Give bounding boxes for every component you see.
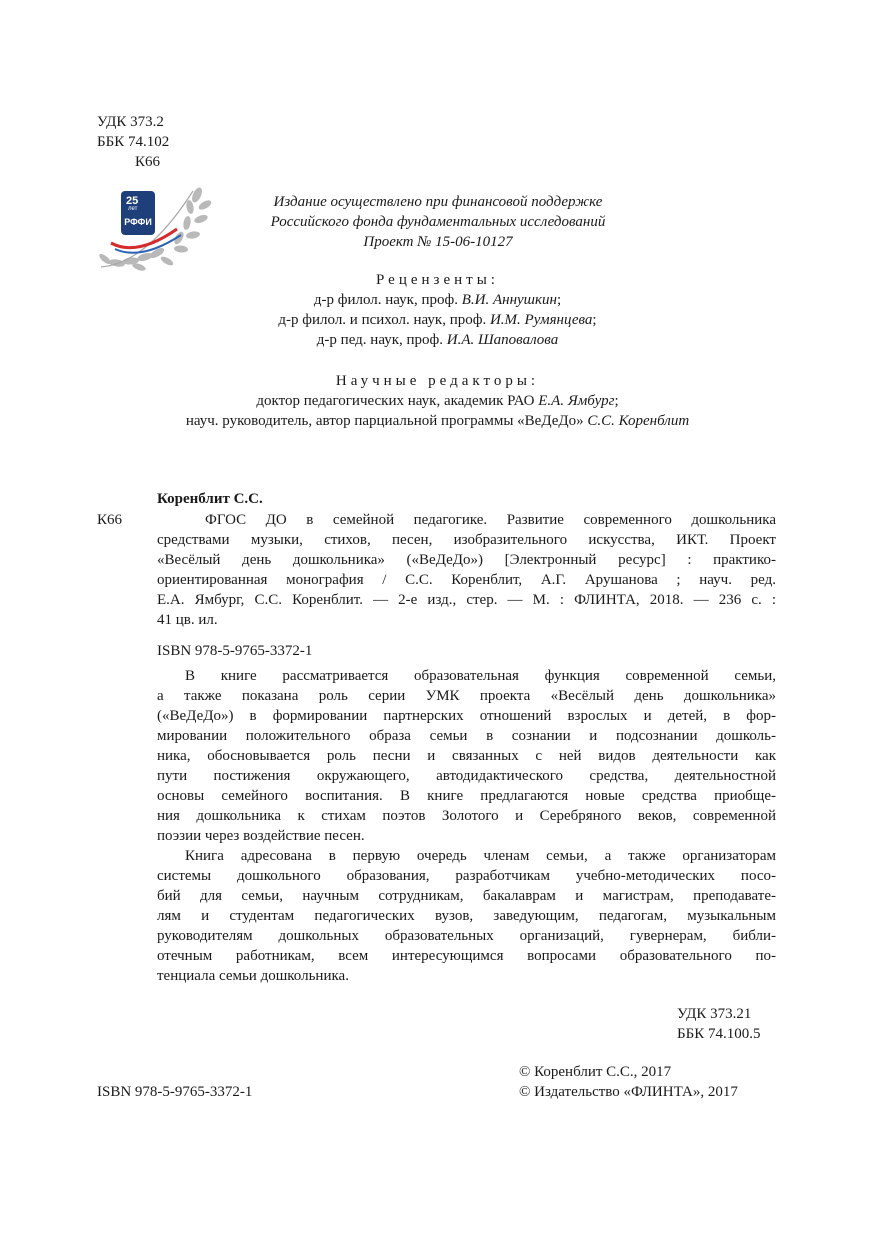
logo-name: РФФИ (124, 217, 152, 227)
footer-codes (677, 1004, 760, 1044)
reviewers-block (180, 270, 695, 350)
reviewers-heading: Рецензенты: (376, 272, 499, 288)
funding-note (226, 192, 650, 252)
funding-line: Проект № 15-06-10127 (363, 234, 513, 250)
rffi-logo (97, 183, 215, 273)
udk-code: УДК 373.2 (97, 114, 164, 130)
editor-line: науч. руководитель, автор парциальной программы «ВеДеДо» С.С. Коренблит (185, 413, 690, 429)
bib-author: Коренблит С.С. (157, 491, 263, 507)
footer-udk: УДК 373.21 (677, 1006, 752, 1022)
editors-block (90, 371, 785, 431)
footer-isbn: ISBN 978-5-9765-3372-1 (97, 1084, 253, 1100)
bib-isbn: ISBN 978-5-9765-3372-1 (157, 643, 313, 659)
bib-sign: К66 (97, 512, 123, 528)
bib-line: 41 цв. ил. (157, 612, 218, 628)
reviewer-line: д-р пед. наук, проф. И.А. Шаповалова (316, 332, 559, 348)
bbk-code: ББК 74.102 (97, 134, 170, 150)
logo-years: 25 (126, 195, 139, 207)
copyright-block (519, 1062, 738, 1102)
bib-line: Е.А. Ямбург, С.С. Коренблит. — 2-е изд., стер. — М. : ФЛИНТА, 2018. — 236 с. : (157, 592, 776, 608)
abstract-paragraph: В книге рассматривается образовательная функция современной семьи, а также показана роль серии УМК проекта «Весёлый день дошкольника» («ВеДеДо») в формировании партнерских отношений взрослых и детей, в фор- мировании положительного образа семьи в сознании и подсознании дошколь- ника, обосновывается роль песни и связанных с ней видов деятельности как пути постижения окружающего, автодидактического средства, деятельностной основы семейного воспитания. В книге предлагаются новые средства приобще- ния дошкольника к стихам поэтов Золотого и Серебряного веков, современной поэзии через воздействие песен. (157, 668, 776, 844)
bib-line: «Весёлый день дошкольника» («ВеДеДо») [Электронный ресурс] : практико- (157, 552, 776, 568)
funding-line: Российского фонда фундаментальных исследований (270, 214, 606, 230)
bib-line: ФГОС ДО в семейной педагогике. Развитие современного дошкольника (205, 512, 776, 528)
bib-line: ориентированная монография / С.С. Коренблит, А.Г. Арушанова ; науч. ред. (157, 572, 776, 588)
copyright-line: © Коренблит С.С., 2017 (519, 1064, 672, 1080)
author-sign: К66 (135, 154, 161, 170)
copyright-line: © Издательство «ФЛИНТА», 2017 (519, 1084, 738, 1100)
classification-block (97, 112, 169, 172)
footer-bbk: ББК 74.100.5 (677, 1026, 761, 1042)
editor-line: доктор педагогических наук, академик РАО Е.А. Ямбург; (256, 393, 619, 409)
logo-years-label: лет (128, 206, 138, 212)
reviewer-line: д-р филол. наук, проф. В.И. Аннушкин; (313, 292, 562, 308)
bib-description (157, 510, 776, 630)
abstract (157, 666, 776, 986)
editors-heading: Научные редакторы: (335, 373, 540, 389)
abstract-paragraph: Книга адресована в первую очередь членам семьи, а также организаторам системы дошкольного образования, разработчикам учебно-методических посо- бий для семьи, научным сотрудникам, бакалаврам и магистрам, преподавате- лям и студентам педагогических вузов, заведующим, педагогам, музыкальным руководителям дошкольных образовательных организаций, гувернерам, библи- отечным работникам, всем интересующимся вопросами образовательного по- тенциала семьи дошкольника. (157, 848, 776, 984)
laurel-icon (98, 186, 213, 272)
funding-line: Издание осуществлено при финансовой поддержке (273, 194, 603, 210)
reviewer-line: д-р филол. и психол. наук, проф. И.М. Румянцева; (278, 312, 597, 328)
bib-line: средствами музыки, стихов, песен, изобразительного искусства, ИКТ. Проект (157, 532, 776, 548)
